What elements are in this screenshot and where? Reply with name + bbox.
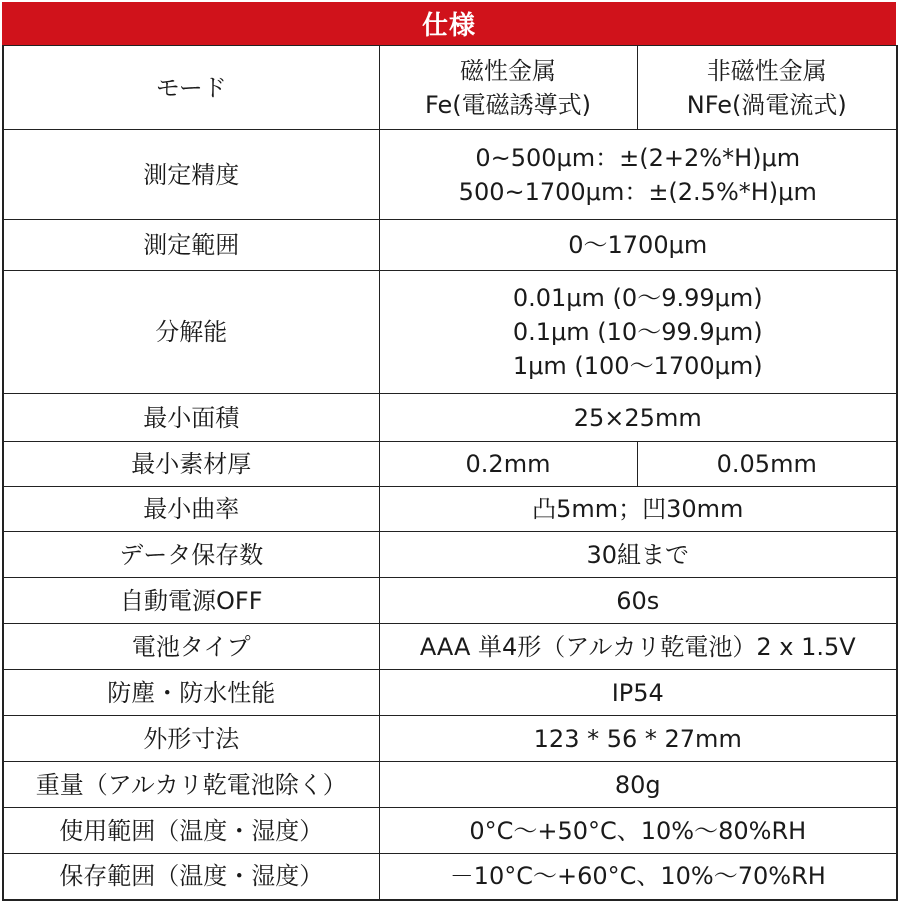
table-row — [3, 762, 897, 808]
value-line: 0.1μm (10～99.9μm) — [512, 318, 763, 346]
table-row-min-thickness — [3, 442, 897, 487]
row-value — [379, 130, 897, 220]
row-value: －10°C～+60°C、10%～70%RH — [379, 854, 897, 900]
table-row-resolution — [3, 271, 897, 394]
row-label: 測定精度 — [3, 130, 379, 220]
row-value: AAA 単4形（アルカリ乾電池）2 x 1.5V — [379, 624, 897, 670]
table-row — [3, 716, 897, 762]
table-row-accuracy — [3, 130, 897, 220]
min-thickness-magnetic: 0.2mm — [379, 442, 637, 487]
table-row — [3, 624, 897, 670]
row-label: 最小曲率 — [3, 487, 379, 532]
table-row — [3, 854, 897, 900]
mode-magnetic-line: 磁性金属 — [460, 56, 556, 85]
row-value: 30組まで — [379, 532, 897, 578]
row-value — [379, 271, 897, 394]
row-label: 外形寸法 — [3, 716, 379, 762]
row-label: 分解能 — [3, 271, 379, 394]
row-label: データ保存数 — [3, 532, 379, 578]
row-label: 電池タイプ — [3, 624, 379, 670]
row-value: 凸5mm；凹30mm — [379, 487, 897, 532]
table-row — [3, 578, 897, 624]
value-line: 500~1700μm：±(2.5%*H)μm — [458, 177, 817, 206]
mode-magnetic-line: Fe(電磁誘導式) — [425, 90, 591, 119]
value-line: 0~500μm：±(2+2%*H)μm — [475, 143, 801, 172]
table-row-mode — [3, 46, 897, 130]
row-label: 自動電源OFF — [3, 578, 379, 624]
table-row-range — [3, 220, 897, 271]
row-label: 防塵・防水性能 — [3, 670, 379, 716]
row-value: 80g — [379, 762, 897, 808]
row-label: 保存範囲（温度・湿度） — [3, 854, 379, 900]
row-label: 最小面積 — [3, 394, 379, 442]
row-value: 60s — [379, 578, 897, 624]
row-value: 123 * 56 * 27mm — [379, 716, 897, 762]
row-label: 重量（アルカリ乾電池除く） — [3, 762, 379, 808]
table-row — [3, 487, 897, 532]
row-label: 測定範囲 — [3, 220, 379, 271]
row-value: IP54 — [379, 670, 897, 716]
table-row — [3, 808, 897, 854]
row-label: モード — [3, 46, 379, 130]
row-value: 25×25mm — [379, 394, 897, 442]
row-label: 最小素材厚 — [3, 442, 379, 487]
table-row — [3, 670, 897, 716]
table-row — [3, 532, 897, 578]
min-thickness-nonmagnetic: 0.05mm — [637, 442, 897, 487]
value-line: 1μm (100～1700μm) — [512, 352, 763, 380]
mode-nonmagnetic-cell — [637, 46, 897, 130]
value-line: 0.01μm (0～9.99μm) — [512, 284, 763, 312]
table-row-min-area — [3, 394, 897, 442]
spec-title: 仕様 — [2, 2, 896, 45]
spec-sheet — [2, 2, 896, 896]
mode-magnetic-cell — [379, 46, 637, 130]
row-value: 0°C～+50°C、10%～80%RH — [379, 808, 897, 854]
mode-nonmagnetic-line: 非磁性金属 — [706, 56, 827, 85]
mode-nonmagnetic-line: NFe(渦電流式) — [686, 90, 847, 119]
row-label: 使用範囲（温度・湿度） — [3, 808, 379, 854]
spec-table — [2, 45, 898, 901]
row-value: 0～1700μm — [379, 220, 897, 271]
